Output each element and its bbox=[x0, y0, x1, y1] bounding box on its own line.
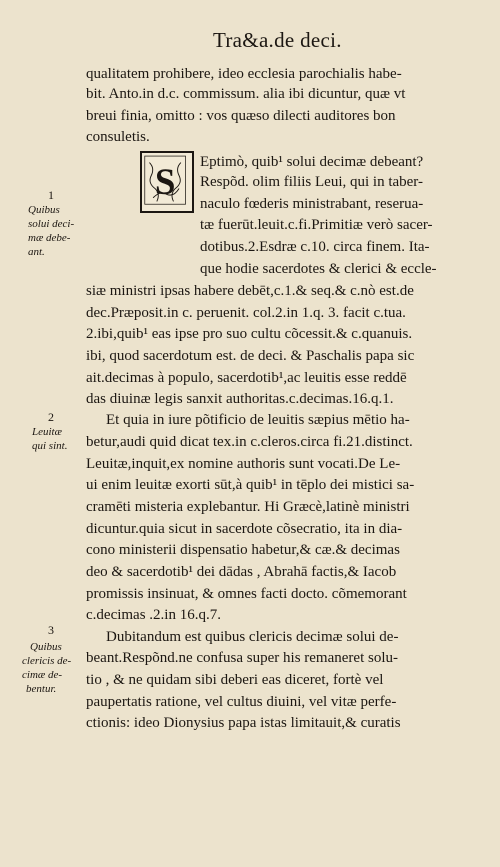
text-line: dicuntur.quia sicut in sacerdote cõsecratio, ita in dia- bbox=[86, 521, 403, 537]
text-line: promissis insinuat, & omnes facti docto. cõmemorant bbox=[86, 586, 407, 602]
text-line: qualitatem prohibere, ideo ecclesia parochialis habe- bbox=[86, 66, 402, 82]
margin-number: 3 bbox=[48, 623, 54, 637]
text-line: ibi, quod sacerdotum est. de deci. & Paschalis papa sic bbox=[86, 348, 415, 364]
margin-note: clericis de- bbox=[22, 655, 72, 667]
text-line: ait.decimas à populo, sacerdotib¹,ac leuitis esse reddē bbox=[86, 370, 407, 386]
text-line: tæ fuerūt.leuit.c.fi.Primitiæ verò sacer- bbox=[200, 217, 433, 233]
margin-note: Quibus bbox=[28, 204, 60, 216]
text-line: tio , & ne quidam sibi deberi eas diceret, fortè vel bbox=[86, 672, 384, 688]
margin-note: qui sint. bbox=[32, 440, 68, 452]
text-line: breui finia, omitto : vos quæso dilecti auditores bon bbox=[86, 108, 396, 124]
text-line: que hodie sacerdotes & clerici & eccle- bbox=[200, 261, 437, 277]
initial-letter: S bbox=[154, 162, 176, 204]
text-line: betur,audi quid dicat tex.in c.cleros.circa fi.21.distinct. bbox=[86, 434, 413, 450]
text-line: siæ ministri ipsas habere debēt,c.1.& seq.& c.nò est.de bbox=[86, 283, 414, 299]
margin-number: 1 bbox=[48, 188, 54, 202]
text-line: paupertatis ratione, vel cultus diuini, vel vitæ perfe- bbox=[86, 694, 397, 710]
text-line: bit. Anto.in d.c. commissum. alia ibi dicuntur, quæ vt bbox=[86, 86, 406, 102]
text-line: Respõd. olim filiis Leui, qui in taber- bbox=[200, 174, 424, 190]
text-line: Leuitæ,inquit,ex nomine authoris sunt vocati.De Le- bbox=[86, 456, 401, 472]
text-line: dec.Præposit.in c. peruenit. col.2.in 1.q. 3. facit c.tua. bbox=[86, 305, 406, 321]
margin-note: mæ debe- bbox=[28, 232, 71, 244]
text-line: das diuinæ legis sanxit authoritas.c.decimas.16.q.1. bbox=[86, 391, 394, 407]
text-line: 2.ibi,quib¹ eas ipse pro suo cultu cõcessit.& c.quanuis. bbox=[86, 326, 413, 342]
margin-note: Quibus bbox=[30, 641, 62, 653]
text-line: cramēti misteria explebantur. Hi Græcè,latinè ministri bbox=[86, 499, 410, 515]
text-line: consuletis. bbox=[86, 129, 150, 145]
margin-number: 2 bbox=[48, 410, 54, 424]
text-line: Eptimò, quib¹ solui decimæ debeant? bbox=[200, 154, 424, 170]
text-line: dotibus.2.Esdræ c.10. circa finem. Ita- bbox=[200, 239, 430, 255]
margin-note: ant. bbox=[28, 246, 45, 258]
margin-note: Leuitæ bbox=[32, 426, 62, 438]
text-line: Dubitandum est quibus clericis decimæ solui de- bbox=[106, 629, 399, 645]
margin-note: cimæ de- bbox=[22, 669, 63, 681]
initial-s-ornament-icon bbox=[142, 153, 192, 211]
margin-note: bentur. bbox=[26, 683, 57, 695]
margin-note: solui deci- bbox=[28, 218, 75, 230]
text-line: Et quia in iure põtificio de leuitis sæpius mētio ha- bbox=[106, 412, 410, 428]
text-line: ui enim leuitæ exorti sūt,à quib¹ in tēplo dei mistici sa- bbox=[86, 477, 415, 493]
running-head: Tra&a.de deci. bbox=[213, 28, 342, 52]
text-line: ctionis: ideo Dionysius papa istas limitauit,& curatis bbox=[86, 715, 401, 731]
text-line: cono ministerii dispensatio habetur,& cæ.& decimas bbox=[86, 542, 400, 558]
text-line: deo & sacerdotib¹ dei dādas , Abrahā factis,& Iacob bbox=[86, 564, 397, 580]
text-line: c.decimas .2.in 16.q.7. bbox=[86, 607, 221, 623]
decorated-initial-s bbox=[140, 151, 194, 213]
text-line: naculo fœderis ministrabant, reserua- bbox=[200, 196, 424, 212]
text-line: beant.Respõnd.ne confusa super his remaneret solu- bbox=[86, 650, 398, 666]
